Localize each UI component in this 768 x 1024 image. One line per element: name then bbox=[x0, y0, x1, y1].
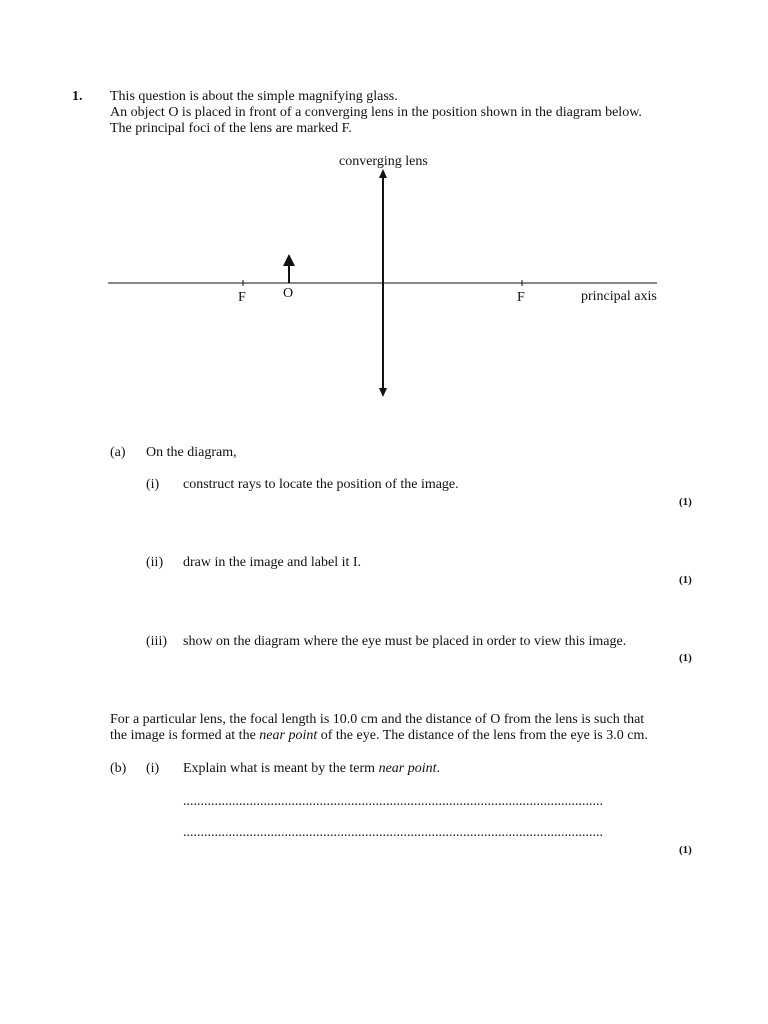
lens-label: converging lens bbox=[339, 154, 428, 169]
context-line-2-end: of the eye. The distance of the lens from the eye is 3.0 cm. bbox=[317, 728, 648, 743]
part-b-i-text-end: . bbox=[436, 761, 441, 776]
question-intro-line-2: An object O is placed in front of a converging lens in the position shown in the diagram below. bbox=[110, 105, 642, 120]
answer-line-2[interactable]: ........................................................................................................................ bbox=[183, 825, 603, 840]
part-a-iii-text: show on the diagram where the eye must be placed in order to view this image. bbox=[183, 634, 627, 649]
lens-top-arrowhead bbox=[379, 169, 387, 178]
lens-bottom-arrowhead bbox=[379, 388, 387, 397]
part-a-iii-label: (iii) bbox=[146, 634, 167, 649]
part-a-i-text: construct rays to locate the position of the image. bbox=[183, 477, 459, 492]
object-label: O bbox=[283, 286, 294, 301]
part-a-text: On the diagram, bbox=[146, 445, 237, 460]
part-a-label: (a) bbox=[110, 445, 126, 460]
question-intro-line-3: The principal foci of the lens are marked F. bbox=[110, 121, 352, 136]
part-b-i-text-start: Explain what is meant by the term bbox=[183, 761, 379, 776]
part-a-i-marks: (1) bbox=[679, 496, 692, 508]
answer-line-1[interactable]: ........................................................................................................................ bbox=[183, 794, 603, 809]
question-intro-line-1: This question is about the simple magnifying glass. bbox=[110, 89, 398, 104]
focus-right-label: F bbox=[517, 290, 525, 305]
context-line-2 bbox=[110, 728, 648, 744]
object-arrowhead bbox=[283, 254, 295, 266]
part-b-i-marks: (1) bbox=[679, 844, 692, 856]
part-a-ii-marks: (1) bbox=[679, 574, 692, 586]
part-b-i-question bbox=[183, 761, 440, 777]
part-b-i-label: (i) bbox=[146, 761, 160, 776]
focus-left-label: F bbox=[238, 290, 246, 305]
context-line-2-start: the image is formed at the bbox=[110, 728, 260, 743]
part-a-iii-marks: (1) bbox=[679, 652, 692, 664]
principal-axis-label: principal axis bbox=[581, 289, 657, 304]
part-a-ii-label: (ii) bbox=[146, 555, 164, 570]
question-number: 1. bbox=[72, 89, 83, 104]
context-line-1: For a particular lens, the focal length is 10.0 cm and the distance of O from the lens is such that bbox=[110, 712, 645, 727]
part-a-ii-text: draw in the image and label it I. bbox=[183, 555, 362, 570]
lens-diagram bbox=[0, 0, 768, 420]
part-a-i-label: (i) bbox=[146, 477, 160, 492]
context-near-point-term: near point bbox=[259, 728, 318, 743]
part-b-i-near-point-term: near point bbox=[378, 761, 437, 776]
part-b-label: (b) bbox=[110, 761, 127, 776]
